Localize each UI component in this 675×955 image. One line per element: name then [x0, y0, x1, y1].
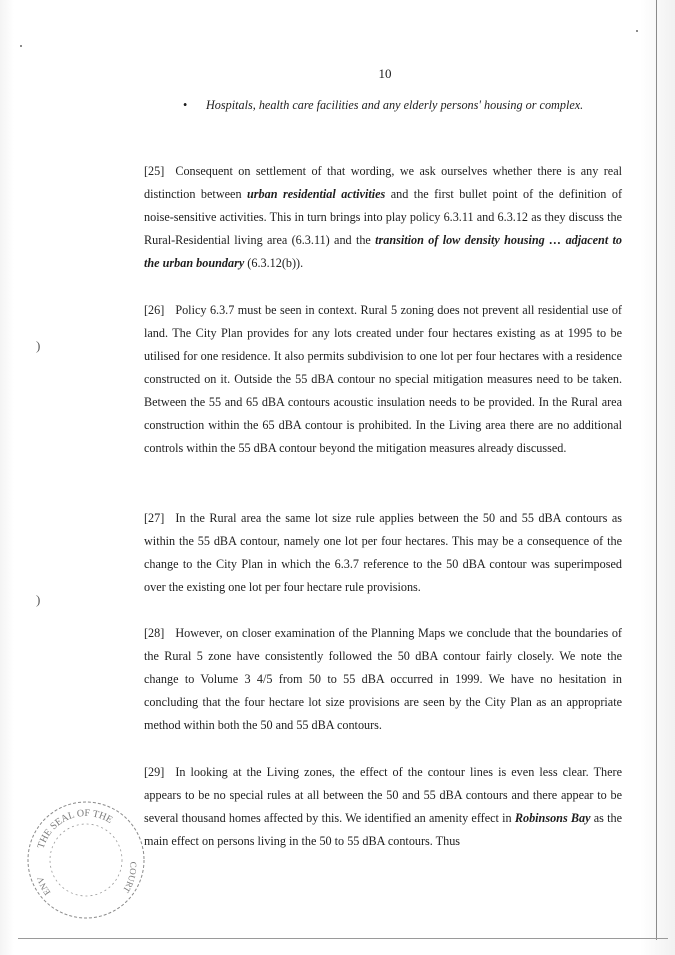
paragraph-text: and the first bullet point of the definition of noise-sensitive activities. This in turn brings into play policy 6.3.11 and 6.3.12 as they discuss the Rural-Residential living area (6.3.11) and the [144, 187, 623, 247]
paragraph-number: [26] [144, 303, 165, 317]
page-number: 10 [378, 66, 392, 81]
margin-mark: ) [36, 338, 41, 353]
paragraph-text: However, on closer examination of the Planning Maps we conclude that the boundaries of the Rural 5 zone have consistently followed the 50 dBA contour fairly closely. We note the change to Volume 3 4/5 from 50 to 55 dBA occurred in 1999. We have no hesitation in concluding that the four hectare lot size provisions are seen by the City Plan as an appropriate method within both the 50 and 55 dBA contours. [144, 626, 622, 732]
paragraph-number: [27] [144, 511, 165, 525]
bullet-item [183, 94, 623, 116]
seal-text-right: COURT [121, 861, 139, 895]
paragraph-text: Policy 6.3.7 must be seen in context. Rural 5 zoning does not prevent all residential use of land. The City Plan provides for any lots created under four hectares existing as at 1995 to be utilised for one residence. It also permits subdivision to one lot per four hectares with a residence constructed on it. Outside the 55 dBA contour no special mitigation measures need to be taken. Between the 55 and 65 dBA contours acoustic insulation needs to be provided. In the Rural area construction within the 65 dBA contour is prohibited. In the Living area there are no additional controls within the 55 dBA contour beyond the mitigation measures already discussed. [144, 303, 622, 455]
paragraph-28 [144, 622, 622, 737]
seal-inner-ring [50, 824, 122, 896]
paragraph-text: (6.3.12(b)). [244, 256, 304, 270]
seal-text-left: ENV [35, 875, 53, 898]
paragraph-number: [29] [144, 765, 165, 779]
paragraph-text: In looking at the Living zones, the effect of the contour lines is even less clear. There appears to be no special rules at all between the 50 and 55 dBA contours and there appear to be several thousand homes affected by this. We identified an amenity effect in [144, 765, 622, 825]
paragraph-29 [144, 761, 622, 853]
paragraph-number: [25] [144, 164, 165, 178]
emphasized-phrase: urban residential activities [247, 187, 386, 201]
paragraph-text: Consequent on settlement of that wording, we ask ourselves whether there is any real distinction between [144, 164, 622, 201]
seal-text-top: THE SEAL OF THE [35, 807, 115, 851]
paragraph-text: as the main effect on persons living in the 50 to 55 dBA contours. Thus [144, 811, 622, 848]
scan-edge-line [656, 0, 657, 940]
bullet-icon: • [183, 98, 188, 112]
seal-outer-ring [28, 802, 144, 918]
bullet-text: Hospitals, health care facilities and any elderly persons' housing or complex. [206, 98, 584, 112]
page-bottom-rule [18, 938, 668, 939]
paragraph-25 [144, 160, 622, 275]
scan-speck [20, 45, 22, 47]
scan-speck [636, 30, 638, 32]
emphasized-phrase: transition of low density housing … adjacent to the urban boundary [144, 233, 623, 270]
margin-mark: ) [36, 592, 41, 607]
paragraph-number: [28] [144, 626, 165, 640]
paragraph-27 [144, 507, 622, 599]
paragraph-text: In the Rural area the same lot size rule applies between the 50 and 55 dBA contours as within the 55 dBA contour, namely one lot per four hectares. This may be a consequence of the change to the City Plan in which the 6.3.7 reference to the 50 dBA contour was superimposed over the existing one lot per four hectare rule provisions. [144, 511, 622, 594]
emphasized-phrase: Robinsons Bay [514, 811, 591, 825]
paragraph-26 [144, 299, 622, 460]
court-seal-stamp [22, 796, 150, 924]
